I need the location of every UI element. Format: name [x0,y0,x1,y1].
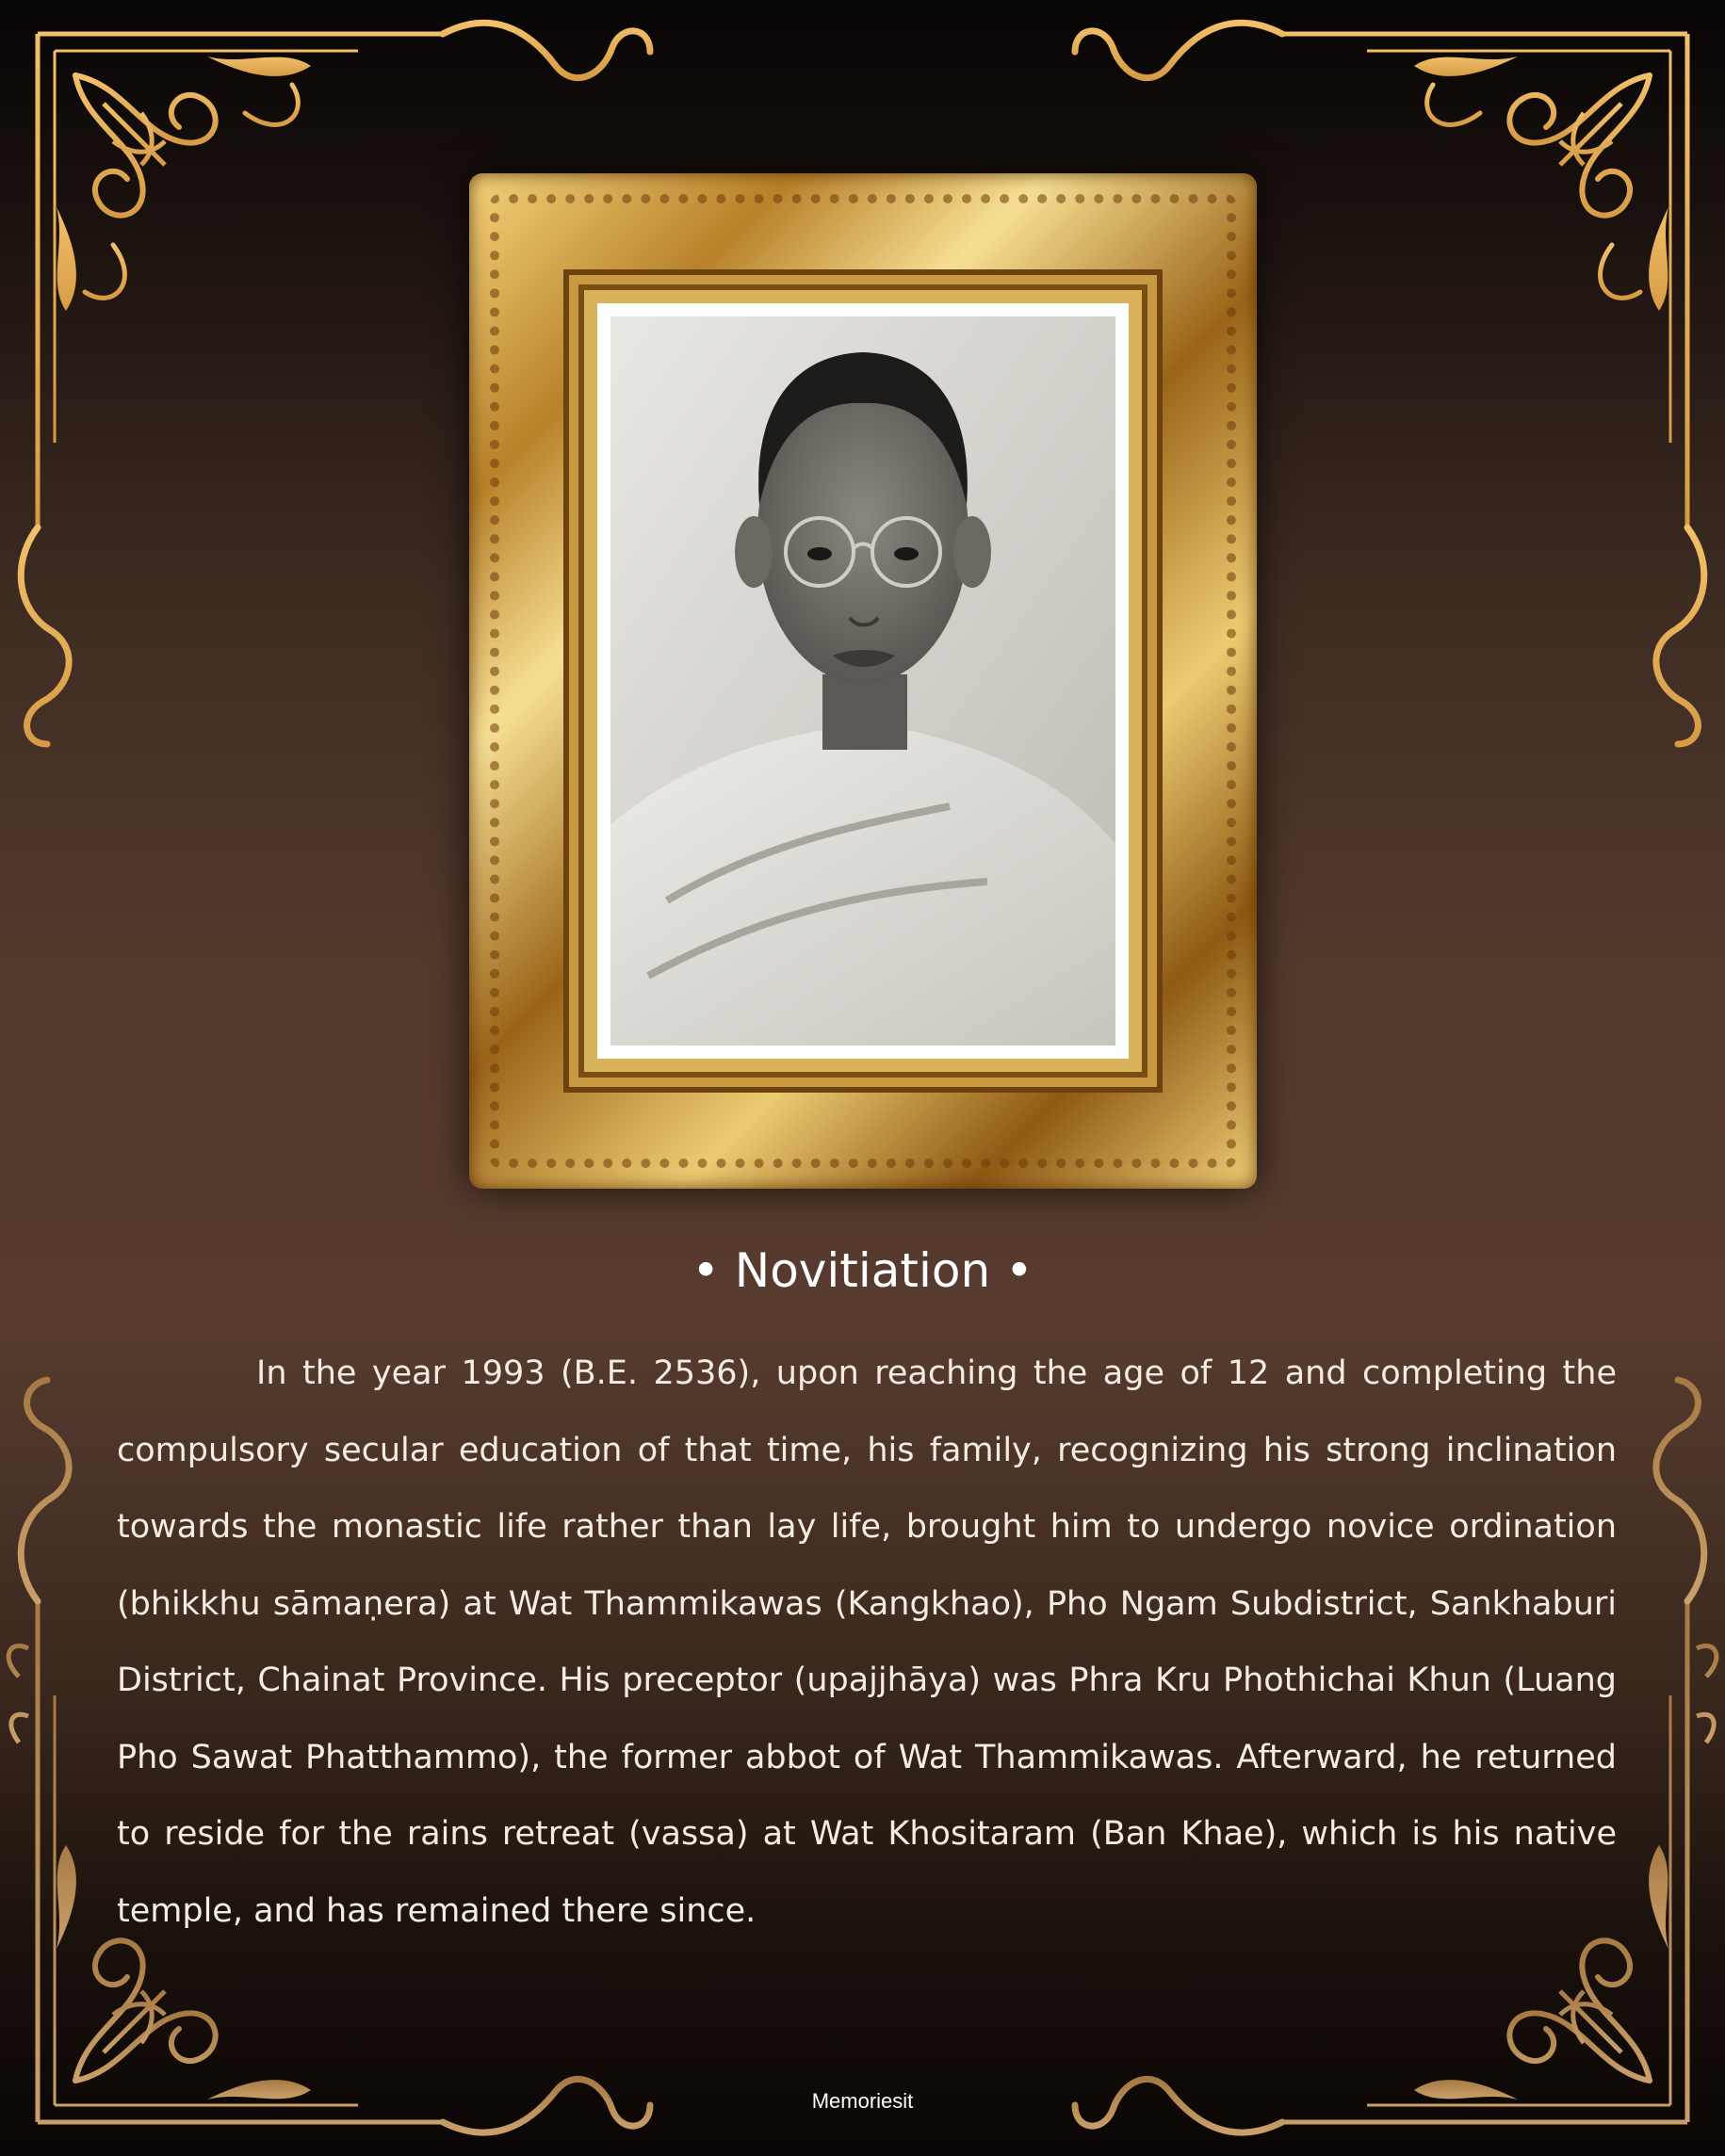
section-paragraph: In the year 1993 (B.E. 2536), upon reaching the age of 12 and completing the compulsory secular education of that time, his family, recognizing his strong inclination towards the monastic life rather than lay life, brought him to undergo novice ordination (bhikkhu sāmaṇera) at Wat Thammikawas (Kangkhao), Pho Ngam Subdistrict, Sankhaburi District, Chainat Province. His preceptor (upajjhāya) was Phra Kru Phothichai Khun (Luang Pho Sawat Phatthammo), the former abbot of Wat Thammikawas. Afterward, he returned to reside for the rains retreat (vassa) at Wat Khositaram (Ban Khae), which is his native temple, and has remained there since. [117,1354,1617,1930]
portrait-photo [610,316,1115,1046]
frame-inner-molding [584,290,1142,1072]
ornate-gold-frame [469,173,1257,1189]
section-title: • Novitiation • [692,1243,1033,1298]
watermark-credit: Memoriesit [811,2089,914,2113]
